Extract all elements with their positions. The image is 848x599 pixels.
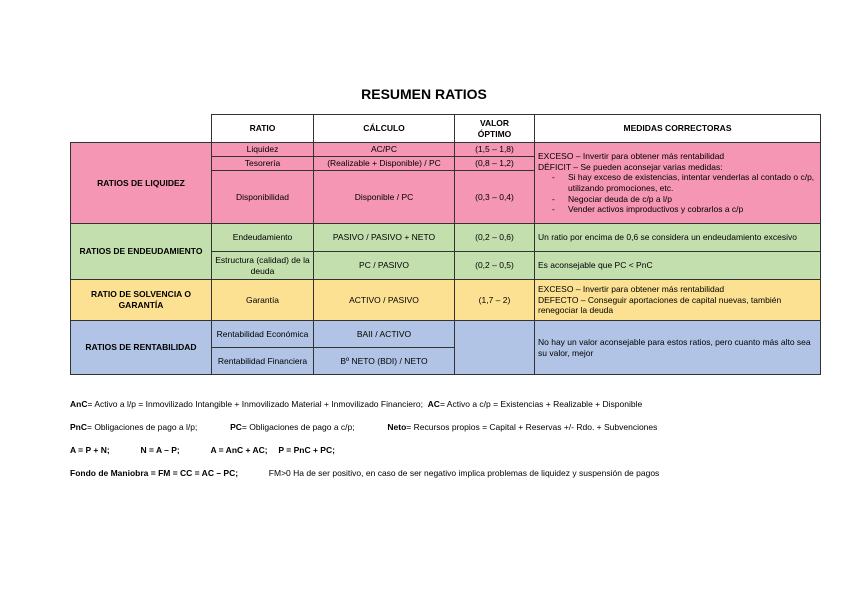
header-valor-optimo: [455, 115, 535, 143]
equation: A = AnC + AC;: [210, 445, 268, 455]
header-valor-line2: ÓPTIMO: [477, 128, 512, 139]
medida-exceso: EXCESO – Invertir para obtener más rentabilidad: [538, 284, 725, 295]
group-solvencia: RATIO DE SOLVENCIA O GARANTÍA: [71, 280, 212, 321]
medidas-liquidez: [535, 143, 821, 224]
group-liquidez: RATIOS DE LIQUIDEZ: [71, 143, 212, 224]
note-anc-ac: [70, 399, 642, 409]
ratio-cell: Endeudamiento: [212, 224, 314, 252]
calculo-cell: PC / PASIVO: [314, 252, 455, 280]
note-def: = Obligaciones de pago a l/p;: [87, 422, 198, 432]
medida-cell: Es aconsejable que PC < PnC: [535, 252, 821, 280]
ratio-cell: Estructura (calidad) de la deuda: [212, 252, 314, 280]
note-key: PC: [230, 422, 242, 432]
list-item: - Vender activos improductivos y cobrarlos a c/p: [568, 204, 817, 215]
note-key: Fondo de Maniobra = FM = CC = AC – PC;: [70, 468, 239, 478]
table-row-garantia: [71, 280, 821, 321]
group-rentabilidad: RATIOS DE RENTABILIDAD: [71, 321, 212, 375]
list-item: - Negociar deuda de c/p a l/p: [568, 194, 817, 205]
calculo-cell: AC/PC: [314, 143, 455, 157]
medida-cell: Un ratio por encima de 0,6 se considera un endeudamiento excesivo: [535, 224, 821, 252]
note-fondo-maniobra: [70, 468, 659, 478]
medida-deficit: DÉFICIT – Se pueden aconsejar varias medidas:: [538, 161, 723, 172]
header-blank: [71, 115, 212, 143]
header-medidas: MEDIDAS CORRECTORAS: [535, 115, 821, 143]
header-row: [71, 115, 821, 143]
table-row-rent-economica: [71, 321, 821, 348]
valor-cell: (0,8 – 1,2): [455, 157, 535, 171]
note-key: AnC: [70, 399, 88, 409]
group-endeudamiento: RATIOS DE ENDEUDAMIENTO: [71, 224, 212, 280]
valor-cell: (0,2 – 0,5): [455, 252, 535, 280]
ratios-table: [70, 114, 821, 375]
table-row-endeudamiento: [71, 224, 821, 252]
medidas-list: [538, 172, 817, 215]
medida-cell: [535, 280, 821, 321]
ratio-cell: Disponibilidad: [212, 171, 314, 224]
calculo-cell: Disponible / PC: [314, 171, 455, 224]
ratio-cell: Liquidez: [212, 143, 314, 157]
medida-cell: No hay un valor aconsejable para estos ratios, pero cuanto más alto sea su valor, mejor: [535, 321, 821, 375]
calculo-cell: PASIVO / PASIVO + NETO: [314, 224, 455, 252]
note-key: Neto: [387, 422, 407, 432]
equation: P = PnC + PC;: [278, 445, 335, 455]
table-row-liquidez: [71, 143, 821, 157]
valor-cell: (0,3 – 0,4): [455, 171, 535, 224]
note-def: = Recursos propios = Capital + Reservas +/- Rdo. + Subvenciones: [406, 422, 658, 432]
ratio-cell: Garantía: [212, 280, 314, 321]
valor-cell: (1,5 – 1,8): [455, 143, 535, 157]
valor-cell: (1,7 – 2): [455, 280, 535, 321]
ratio-cell: Rentabilidad Financiera: [212, 348, 314, 375]
note-def: = Obligaciones de pago a c/p;: [241, 422, 355, 432]
note-equations: [70, 445, 335, 455]
medida-defecto: DEFECTO – Conseguir aportaciones de capital nuevas, también renegociar la deuda: [538, 294, 782, 316]
list-item: - Si hay exceso de existencias, intentar venderlas al contado o c/p, utilizando promociones, etc.: [568, 172, 817, 193]
valor-cell-empty: [455, 321, 535, 375]
header-calculo: CÁLCULO: [314, 115, 455, 143]
medida-exceso: EXCESO – Invertir para obtener más rentabilidad: [538, 151, 725, 162]
ratio-cell: Tesorería: [212, 157, 314, 171]
note-def: = Activo a l/p = Inmovilizado Intangible + Inmovilizado Material + Inmovilizado Financiero;: [87, 399, 423, 409]
note-def: FM>0 Ha de ser positivo, en caso de ser negativo implica problemas de liquidez y suspensión de pagos: [268, 468, 660, 478]
equation: N = A – P;: [140, 445, 180, 455]
valor-cell: (0,2 – 0,6): [455, 224, 535, 252]
note-key: AC: [427, 399, 440, 409]
note-def: = Activo a c/p = Existencias + Realizable + Disponible: [439, 399, 643, 409]
calculo-cell: (Realizable + Disponible) / PC: [314, 157, 455, 171]
equation: A = P + N;: [70, 445, 110, 455]
page-title: RESUMEN RATIOS: [361, 86, 487, 102]
note-key: PnC: [70, 422, 87, 432]
calculo-cell: Bº NETO (BDI) / NETO: [314, 348, 455, 375]
header-ratio: RATIO: [212, 115, 314, 143]
note-pnc-pc-neto: [70, 422, 657, 432]
calculo-cell: BAII / ACTIVO: [314, 321, 455, 348]
ratio-cell: Rentabilidad Económica: [212, 321, 314, 348]
calculo-cell: ACTIVO / PASIVO: [314, 280, 455, 321]
header-valor-line1: VALOR: [479, 117, 510, 128]
